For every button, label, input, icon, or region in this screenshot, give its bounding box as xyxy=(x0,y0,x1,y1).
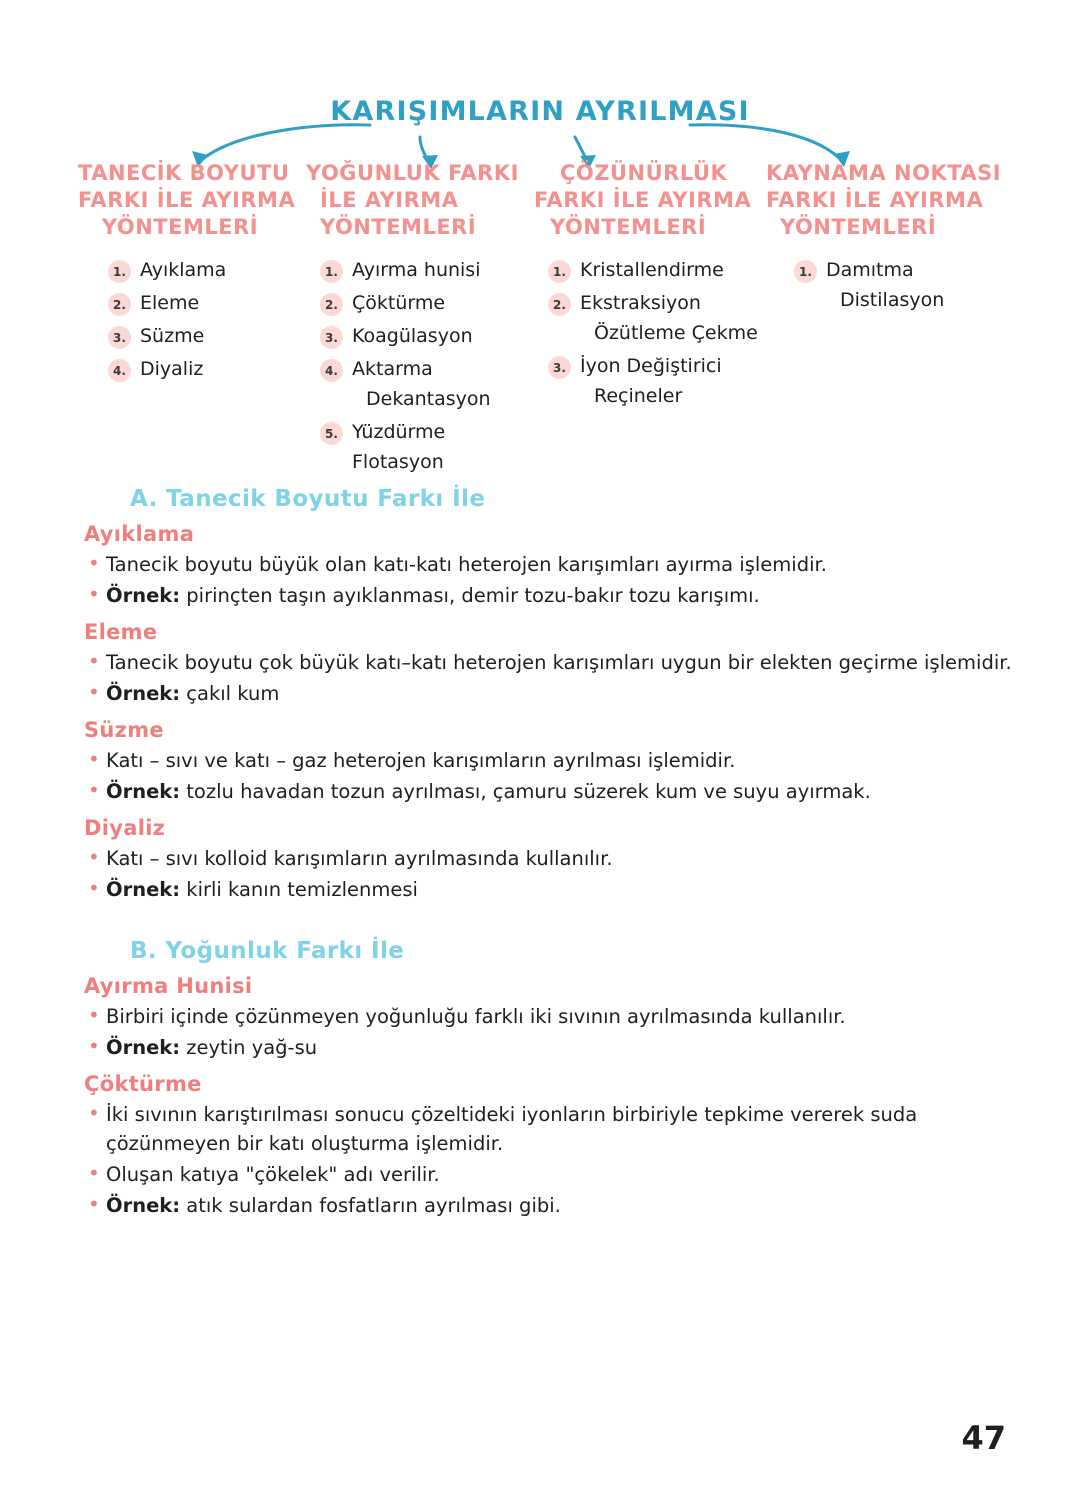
column-heading-line2: FARKI İLE AYIRMA xyxy=(78,188,296,212)
list-item xyxy=(320,417,528,477)
list-item xyxy=(794,255,1010,315)
list-item xyxy=(86,1100,1018,1158)
bullet-lead: Örnek: xyxy=(106,1036,181,1059)
subsection-heading-eleme: Eleme xyxy=(84,620,158,644)
list-item-label: Yüzdürme Flotasyon xyxy=(352,421,446,473)
section-label-a: A. Tanecik Boyutu Farkı İle xyxy=(130,486,486,512)
column-heading xyxy=(534,160,760,241)
notes-body xyxy=(78,482,1018,1222)
list-item-sub: Özütleme Çekme xyxy=(594,322,758,344)
list-item xyxy=(320,354,528,414)
bullet-text: Katı – sıvı kolloid karışımların ayrılmasında kullanılır. xyxy=(106,847,613,870)
list-number-badge: 5. xyxy=(320,422,343,445)
column-heading-line1: ÇÖZÜNÜRLÜK xyxy=(560,161,728,185)
list-item xyxy=(108,321,300,351)
bullet-text: tozlu havadan tozun ayrılması, çamuru süzerek kum ve suyu ayırmak. xyxy=(180,780,871,803)
bullet-text: Oluşan katıya "çökelek" adı verilir. xyxy=(106,1163,440,1186)
column-item-list xyxy=(320,255,528,477)
list-item-main: Damıtma xyxy=(826,259,914,281)
bullet-lead: Örnek: xyxy=(106,682,181,705)
list-item-label: Diyaliz xyxy=(140,358,204,380)
list-item-sub: Dekantasyon xyxy=(366,388,491,410)
list-number-badge: 1. xyxy=(108,260,131,283)
list-item xyxy=(320,255,528,285)
list-number-badge: 2. xyxy=(548,293,571,316)
bullet-list xyxy=(86,844,1018,904)
bullet-text: Katı – sıvı ve katı – gaz heterojen karışımların ayrılması işlemidir. xyxy=(106,749,736,772)
list-item-label xyxy=(352,354,528,414)
subsection-heading-ayirma-hunisi: Ayırma Hunisi xyxy=(84,974,253,998)
list-item-main: Ekstraksiyon xyxy=(580,292,701,314)
list-number-badge: 2. xyxy=(108,293,131,316)
list-number-badge: 3. xyxy=(548,356,571,379)
bullet-list xyxy=(86,550,1018,610)
bullet-lead: Örnek: xyxy=(106,878,181,901)
list-number-badge: 1. xyxy=(548,260,571,283)
list-item xyxy=(86,1191,1018,1220)
column-heading-line2: İLE AYIRMA xyxy=(320,188,459,212)
bullet-list xyxy=(86,1002,1018,1062)
list-item-label: Koagülasyon xyxy=(352,325,473,347)
list-item-label: Çöktürme xyxy=(352,292,446,314)
column-heading-line1: YOĞUNLUK FARKI xyxy=(306,161,519,185)
bullet-text: pirinçten taşın ayıklanması, demir tozu-bakır tozu karışımı. xyxy=(180,584,760,607)
list-item-label: Eleme xyxy=(140,292,200,314)
page-number: 47 xyxy=(961,1419,1006,1457)
list-item xyxy=(548,351,760,411)
list-item xyxy=(86,679,1018,708)
bullet-text: atık sulardan fosfatların ayrılması gibi. xyxy=(180,1194,561,1217)
column-heading xyxy=(78,160,300,241)
column-heading-line2: FARKI İLE AYIRMA xyxy=(766,188,984,212)
column-heading-line1: KAYNAMA NOKTASI xyxy=(766,161,1002,185)
column-heading-line3: YÖNTEMLERİ xyxy=(780,215,937,239)
section-label-b: B. Yoğunluk Farkı İle xyxy=(130,938,405,964)
bullet-lead: Örnek: xyxy=(106,584,181,607)
subsection-heading-ayiklama: Ayıklama xyxy=(84,522,195,546)
list-item-main: İyon Değiştirici xyxy=(580,355,722,377)
list-item xyxy=(548,288,760,348)
list-item xyxy=(86,648,1018,677)
list-item xyxy=(108,255,300,285)
column-heading-line3: YÖNTEMLERİ xyxy=(320,215,477,239)
list-item xyxy=(548,255,760,285)
list-item-label: Kristallendirme xyxy=(580,259,724,281)
list-item-label xyxy=(826,255,1010,315)
method-columns xyxy=(78,160,1018,480)
column-item-list xyxy=(108,255,300,384)
bullet-lead: Örnek: xyxy=(106,1194,181,1217)
list-item xyxy=(86,581,1018,610)
list-item xyxy=(86,1002,1018,1031)
column-heading-line3: YÖNTEMLERİ xyxy=(550,215,707,239)
column-heading-line3: YÖNTEMLERİ xyxy=(101,215,259,239)
subsection-heading-cokturme: Çöktürme xyxy=(84,1072,202,1096)
list-item xyxy=(86,1160,1018,1189)
subsection-heading-suzme: Süzme xyxy=(84,718,164,742)
list-item xyxy=(86,550,1018,579)
bullet-text: Birbiri içinde çözünmeyen yoğunluğu farklı iki sıvının ayrılmasında kullanılır. xyxy=(106,1005,846,1028)
bullet-text: çakıl kum xyxy=(180,682,280,705)
list-item-sub: Reçineler xyxy=(594,385,683,407)
list-item xyxy=(86,1033,1018,1062)
column-heading-line1: TANECİK BOYUTU xyxy=(78,161,290,185)
subsection-heading-diyaliz: Diyaliz xyxy=(84,816,166,840)
bullet-list xyxy=(86,1100,1018,1220)
list-number-badge: 2. xyxy=(320,293,343,316)
list-item-label: Ayıklama xyxy=(140,259,227,281)
list-item xyxy=(86,875,1018,904)
list-item-label xyxy=(580,288,760,348)
method-column-kaynama-noktasi xyxy=(766,160,1016,480)
list-item-main: Aktarma xyxy=(352,358,433,380)
bullet-text: Tanecik boyutu büyük olan katı-katı heterojen karışımları ayırma işlemidir. xyxy=(106,553,827,576)
bullet-text: Tanecik boyutu çok büyük katı–katı heterojen karışımları uygun bir elekten geçirme işlemidir. xyxy=(106,651,1012,674)
list-item xyxy=(108,354,300,384)
list-item xyxy=(108,288,300,318)
list-item xyxy=(320,288,528,318)
list-number-badge: 1. xyxy=(320,260,343,283)
list-number-badge: 3. xyxy=(320,326,343,349)
column-item-list xyxy=(794,255,1010,315)
list-number-badge: 4. xyxy=(320,359,343,382)
list-number-badge: 4. xyxy=(108,359,131,382)
column-item-list xyxy=(548,255,760,411)
column-heading xyxy=(306,160,528,241)
list-item-label: Süzme xyxy=(140,325,205,347)
bullet-text: kirli kanın temizlenmesi xyxy=(180,878,418,901)
list-item-sub: Distilasyon xyxy=(840,289,945,311)
column-heading xyxy=(766,160,1010,241)
list-item-label: Ayırma hunisi xyxy=(352,259,481,281)
list-item xyxy=(320,321,528,351)
list-item xyxy=(86,777,1018,806)
bullet-list xyxy=(86,648,1018,708)
list-number-badge: 3. xyxy=(108,326,131,349)
column-heading-line2: FARKI İLE AYIRMA xyxy=(534,188,752,212)
method-column-cozunurluk xyxy=(534,160,766,480)
method-column-yogunluk xyxy=(306,160,534,480)
bullet-list xyxy=(86,746,1018,806)
bullet-lead: Örnek: xyxy=(106,780,181,803)
page-title: KARIŞIMLARIN AYRILMASI xyxy=(330,96,750,127)
list-number-badge: 1. xyxy=(794,260,817,283)
bullet-text: İki sıvının karıştırılması sonucu çözeltideki iyonların birbiriyle tepkime vererek suda çözünmeyen bir katı oluşturma işlemidir. xyxy=(106,1103,918,1155)
bullet-text: zeytin yağ-su xyxy=(180,1036,318,1059)
list-item xyxy=(86,746,1018,775)
list-item xyxy=(86,844,1018,873)
method-column-tanecik-boyutu xyxy=(78,160,306,480)
list-item-label xyxy=(580,351,760,411)
